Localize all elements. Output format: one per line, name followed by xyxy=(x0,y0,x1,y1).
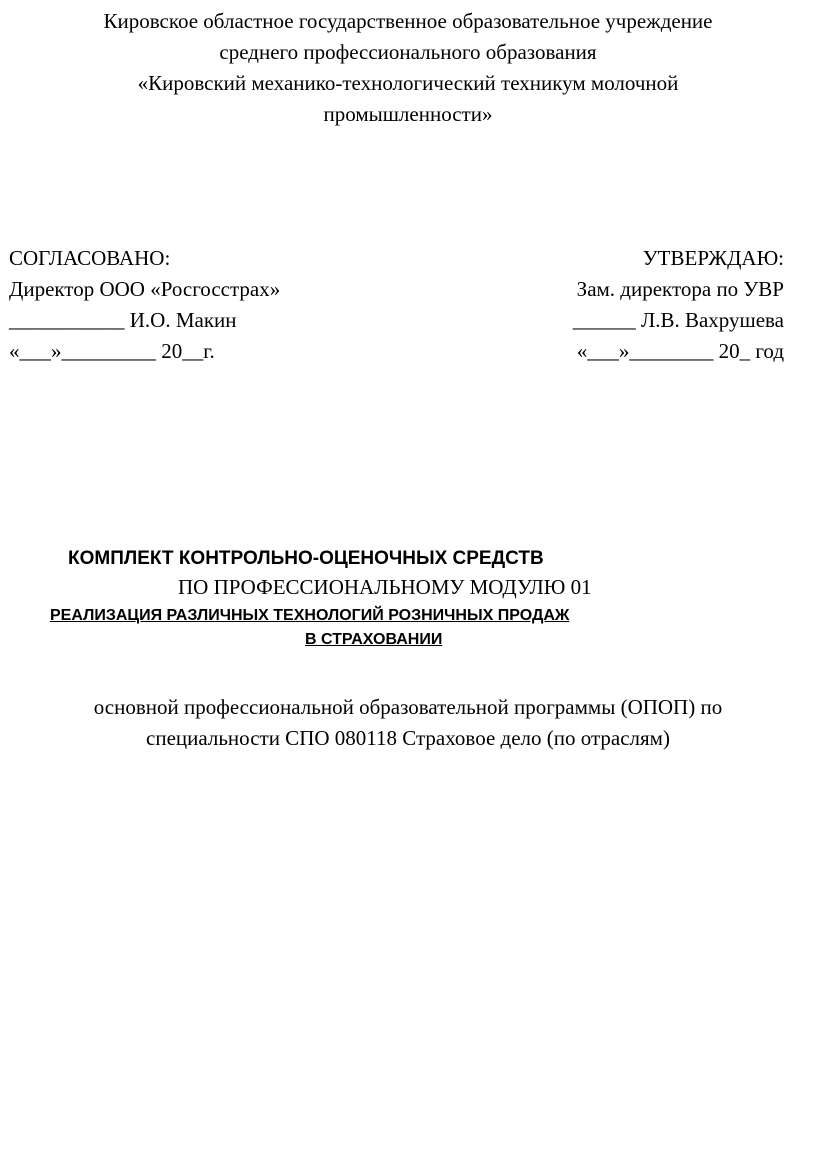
module-name-line-2: В СТРАХОВАНИИ xyxy=(305,631,443,648)
document-title: КОМПЛЕКТ КОНТРОЛЬНО-ОЦЕНОЧНЫХ СРЕДСТВ xyxy=(68,548,544,569)
approved-label: УТВЕРЖДАЮ: xyxy=(642,246,784,270)
approval-approved-block xyxy=(573,243,784,367)
approved-signature: ______ Л.В. Вахрушева xyxy=(572,308,784,332)
approved-position: Зам. директора по УВР xyxy=(576,277,784,301)
agreed-date: «___»_________ 20__г. xyxy=(9,339,215,363)
agreed-signature: ___________ И.О. Макин xyxy=(9,308,237,332)
program-line-1: основной профессиональной образовательной программы (ОПОП) по xyxy=(93,695,723,719)
approved-date: «___»________ 20_ год xyxy=(576,339,784,363)
module-name-line-1: РЕАЛИЗАЦИЯ РАЗЛИЧНЫХ ТЕХНОЛОГИЙ РОЗНИЧНЫХ ПРОДАЖ xyxy=(50,607,570,624)
header-line-3: «Кировский механико-технологический техникум молочной xyxy=(137,71,679,95)
institution-header xyxy=(0,6,816,130)
document-subtitle: ПО ПРОФЕССИОНАЛЬНОМУ МОДУЛЮ 01 xyxy=(178,575,592,599)
header-line-2: среднего профессионального образования xyxy=(219,40,597,64)
agreed-position: Директор ООО «Росгосстрах» xyxy=(9,277,281,301)
agreed-label: СОГЛАСОВАНО: xyxy=(9,246,171,270)
header-line-4: промышленности» xyxy=(323,102,493,126)
program-line-2: специальности СПО 080118 Страховое дело (по отраслям) xyxy=(146,726,670,750)
approval-agreed-block xyxy=(9,243,280,367)
header-line-1: Кировское областное государственное образовательное учреждение xyxy=(103,9,713,33)
program-description xyxy=(0,692,816,754)
